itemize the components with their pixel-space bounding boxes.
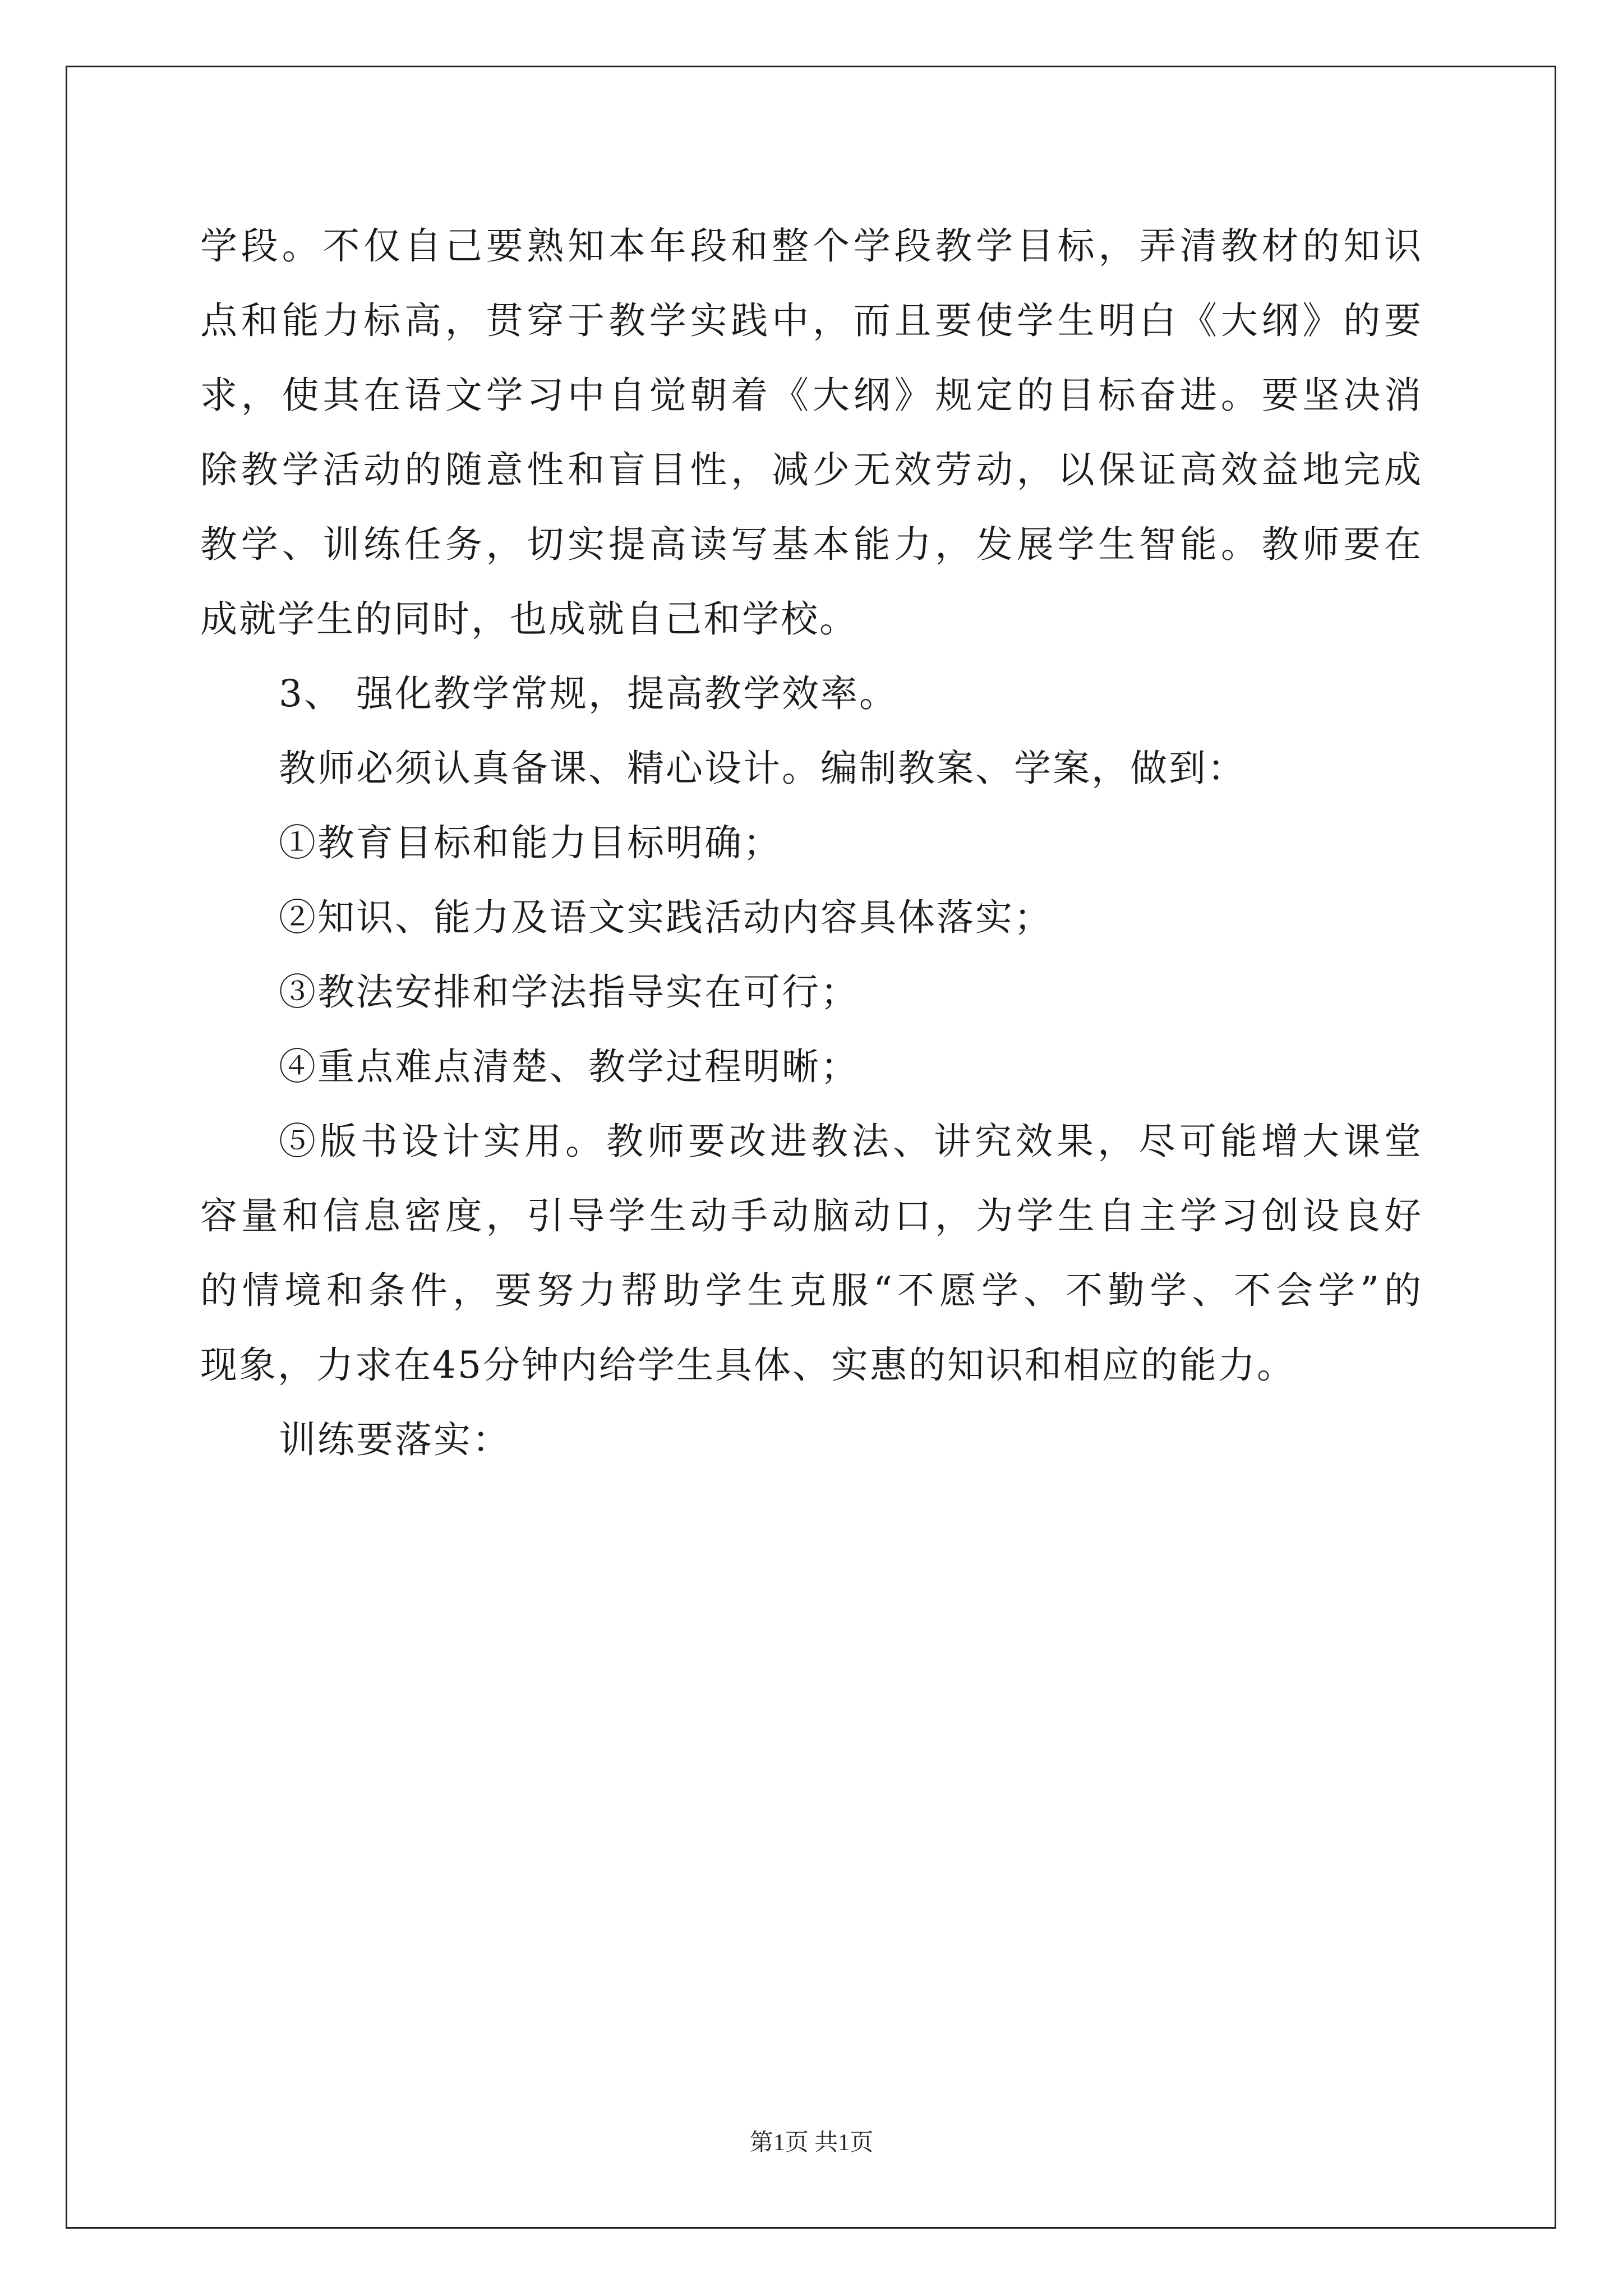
body-line: 训练要落实： — [279, 1418, 511, 1461]
body-line: 除教学活动的随意性和盲目性，减少无效劳动，以保证高效益地完成 — [200, 448, 1423, 491]
body-line: 现象，力求在45分钟内给学生具体、实惠的知识和相应的能力。 — [200, 1343, 1295, 1387]
body-line: 学段。不仅自己要熟知本年段和整个学段教学目标，弄清教材的知识 — [200, 224, 1423, 268]
body-line: 的情境和条件，要努力帮助学生克服“不愿学、不勤学、不会学”的 — [200, 1269, 1423, 1312]
document-body — [200, 209, 1423, 1477]
list-item: ⑤版书设计实用。教师要改进教法、讲究效果，尽可能增大课堂 — [279, 1120, 1423, 1163]
list-item: ②知识、能力及语文实践活动内容具体落实； — [279, 896, 1053, 939]
list-item: ①教育目标和能力目标明确； — [279, 821, 782, 864]
body-line: 容量和信息密度，引导学生动手动脑动口，为学生自主学习创设良好 — [200, 1194, 1423, 1237]
section-heading: 3、 强化教学常规，提高教学效率。 — [279, 672, 898, 715]
list-item: ④重点难点清楚、教学过程明晰； — [279, 1045, 859, 1088]
body-line: 教师必须认真备课、精心设计。编制教案、学案，做到： — [279, 747, 1246, 790]
page-number: 第1页 共1页 — [749, 2130, 874, 2156]
body-line: 点和能力标高，贯穿于教学实践中，而且要使学生明白《大纲》的要 — [200, 299, 1423, 342]
body-line: 成就学生的同时，也成就自己和学校。 — [200, 597, 858, 641]
list-item: ③教法安排和学法指导实在可行； — [279, 970, 859, 1014]
body-line: 求，使其在语文学习中自觉朝着《大纲》规定的目标奋进。要坚决消 — [200, 374, 1423, 417]
body-line: 教学、训练任务，切实提高读写基本能力，发展学生智能。教师要在 — [200, 523, 1423, 566]
